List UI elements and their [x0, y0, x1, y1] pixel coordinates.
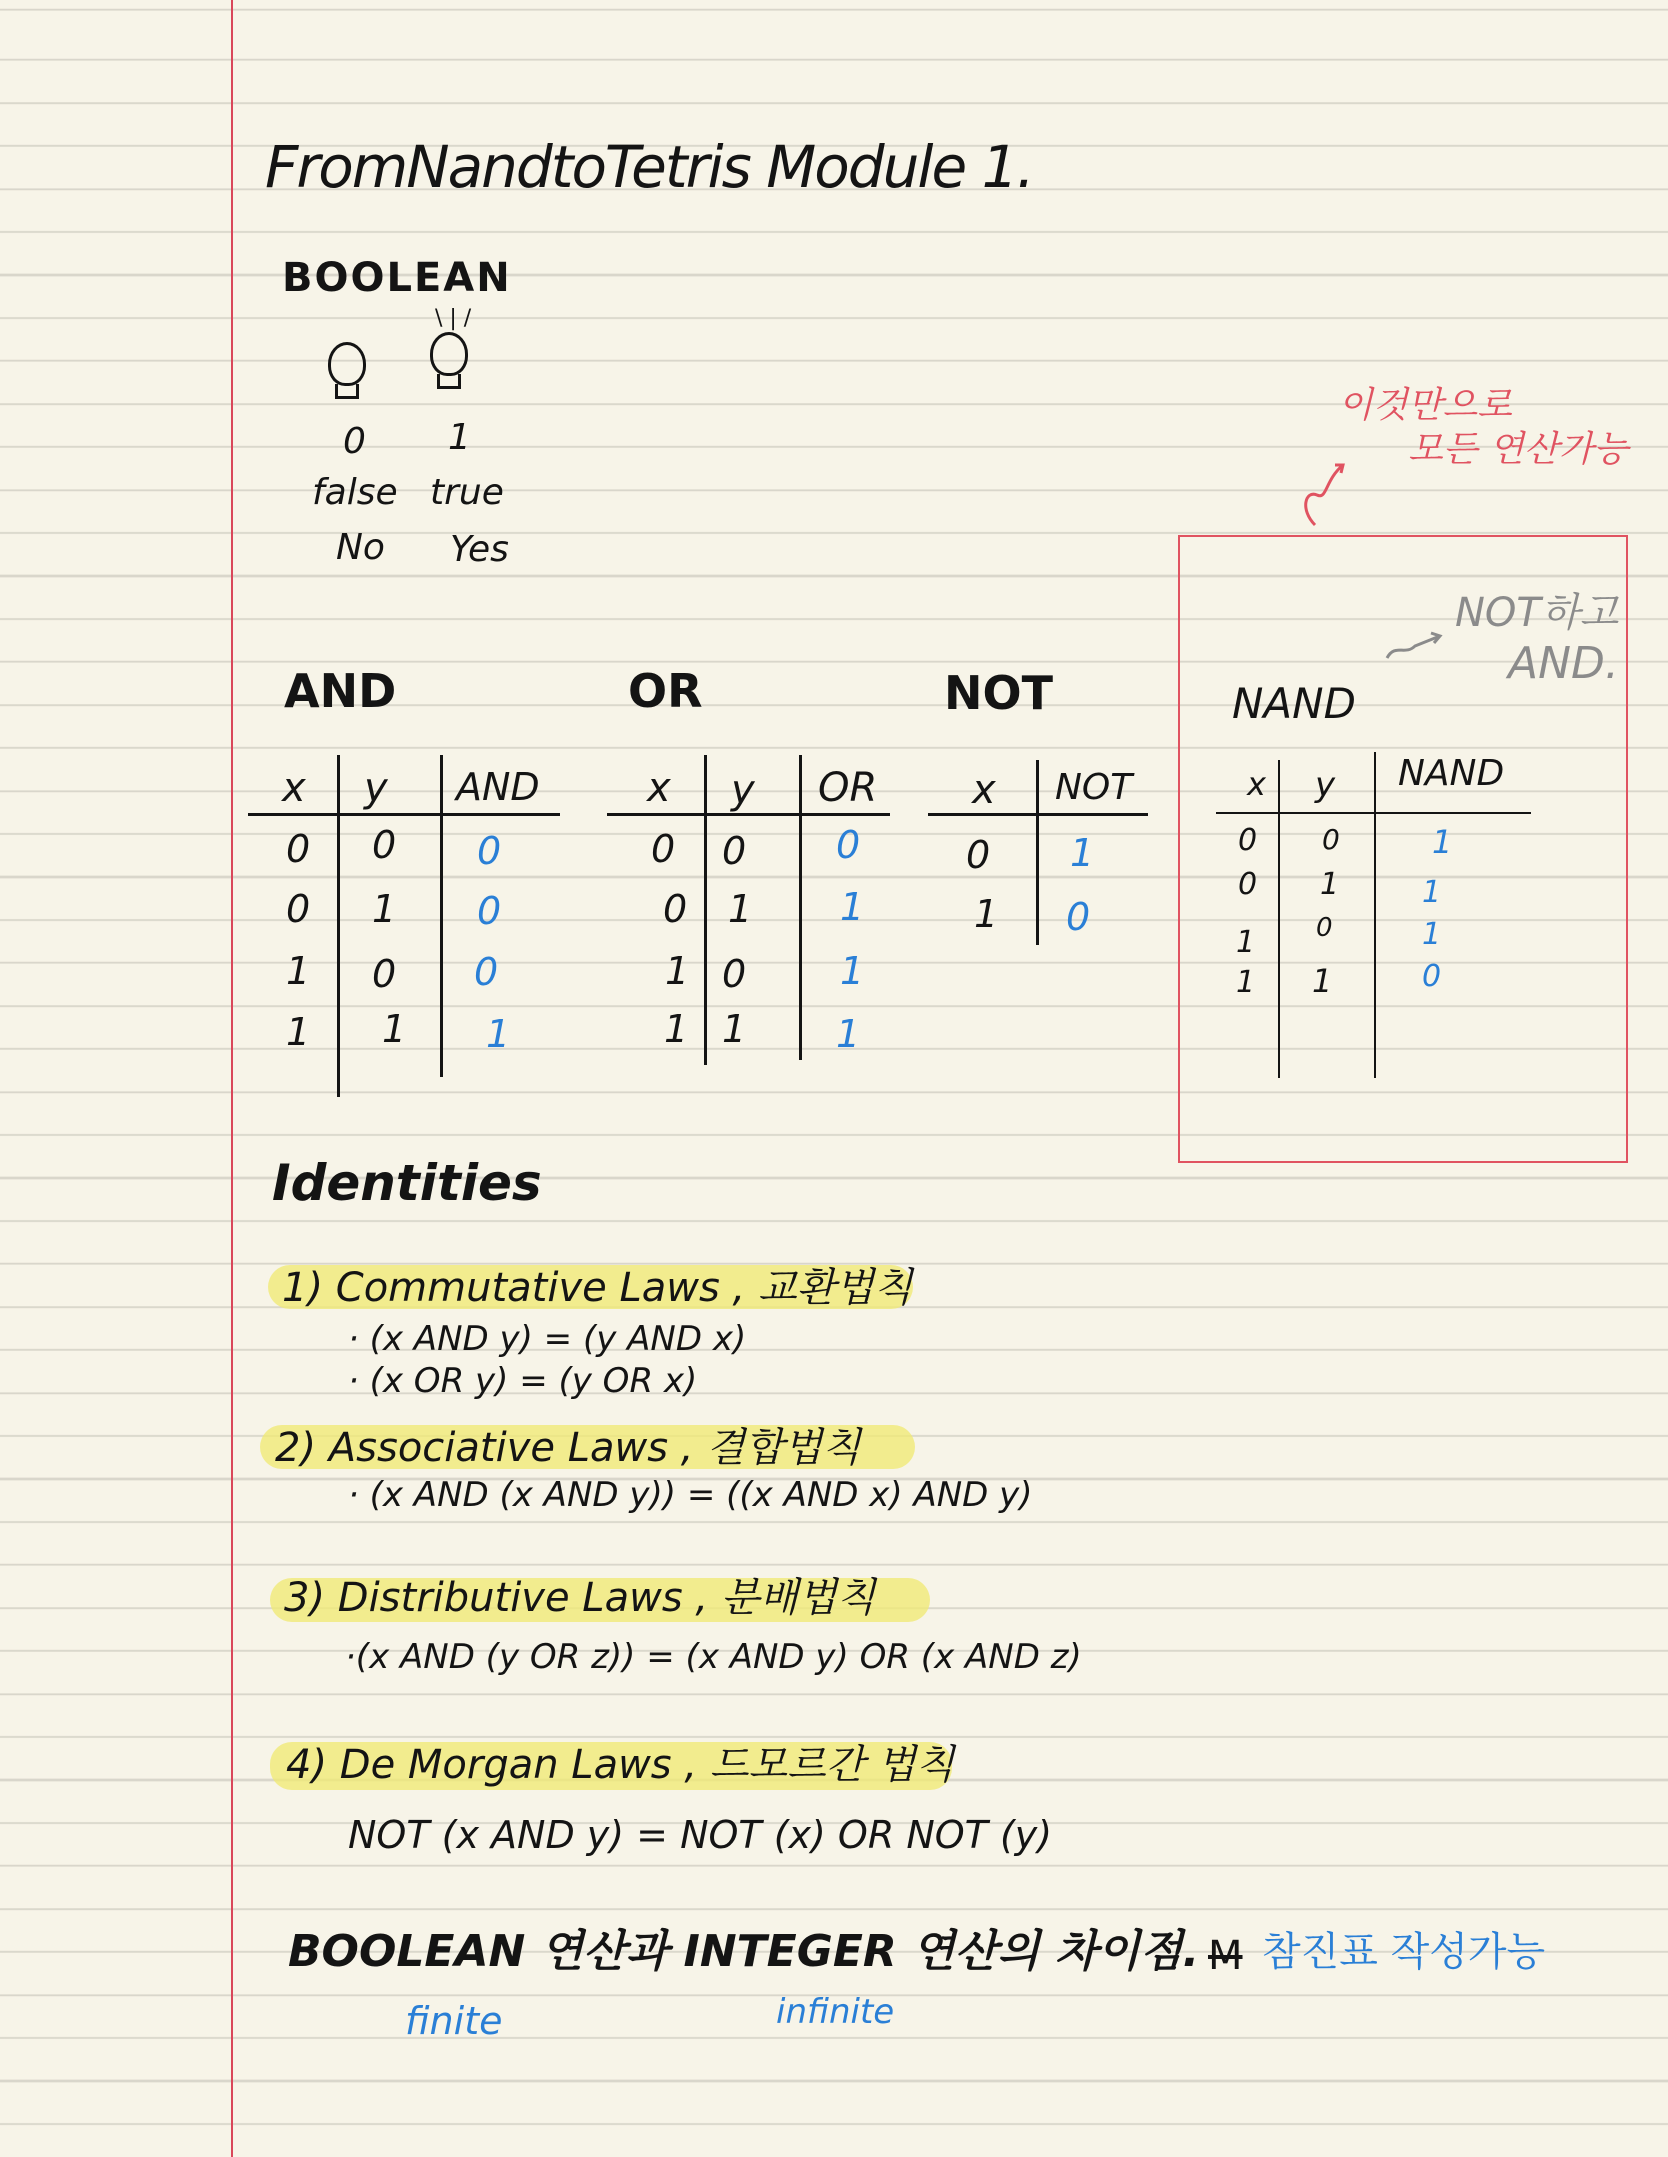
nand-table-divider [1374, 752, 1376, 1078]
nand-cell: 1 [1320, 867, 1340, 902]
gray-note-line2: AND. [1508, 638, 1619, 689]
and-cell: 1 [372, 887, 397, 931]
or-table-divider [704, 755, 707, 1065]
not-result-cell: 0 [1066, 895, 1091, 939]
or-header-y: y [731, 767, 755, 813]
identities-heading: Identities [272, 1154, 542, 1212]
not-result-cell: 1 [1070, 831, 1095, 875]
or-result-cell: 1 [836, 1012, 861, 1056]
nand-cell: 0 [1238, 823, 1258, 858]
not-cell: 0 [966, 833, 991, 877]
and-result-cell: 0 [474, 950, 499, 994]
true-value: 1 [448, 417, 471, 458]
false-answer: No [336, 527, 385, 568]
and-table-divider [337, 755, 340, 1097]
not-table-divider [1036, 760, 1039, 945]
light-bulb-on-icon [430, 332, 468, 389]
law-4-equation: NOT (x AND y) = NOT (x) OR NOT (y) [348, 1813, 1053, 1857]
or-header-x: x [647, 765, 671, 811]
nand-cell: 0 [1238, 867, 1258, 902]
or-table-title: OR [628, 664, 703, 718]
nand-cell: 0 [1322, 823, 1340, 856]
law-3-equation: ·(x AND (y OR z)) = (x AND y) OR (x AND z) [345, 1637, 1082, 1677]
truth-table-note: 참진표 작성가능 [1262, 1929, 1546, 1975]
nand-header-result: NAND [1398, 753, 1505, 794]
not-cell: 1 [974, 892, 999, 936]
law-3-title: 3) Distributive Laws , 분배법칙 [284, 1575, 876, 1621]
nand-cell: 0 [1316, 913, 1333, 943]
law-4-title: 4) De Morgan Laws , 드모르간 법칙 [286, 1742, 955, 1788]
red-arrow-icon [1295, 455, 1355, 535]
nand-cell: 1 [1236, 965, 1256, 1000]
and-cell: 1 [286, 1010, 311, 1054]
true-word: true [430, 472, 504, 513]
law-2-equation: · (x AND (x AND y)) = ((x AND x) AND y) [348, 1475, 1033, 1515]
nand-header-x: x [1247, 765, 1266, 803]
or-table-header-rule [607, 813, 890, 816]
law-1-equation: · (x OR y) = (y OR x) [348, 1361, 698, 1401]
and-header-result: AND [456, 765, 540, 809]
and-cell: 0 [372, 952, 397, 996]
red-note-line2: 모든 연산가능 [1408, 429, 1629, 470]
boolean-heading: BOOLEAN [282, 255, 512, 301]
or-table-divider [799, 755, 802, 1060]
nand-result-cell: 1 [1432, 823, 1453, 861]
or-cell: 0 [722, 952, 747, 996]
not-table-title: NOT [944, 666, 1053, 720]
and-header-y: y [364, 765, 388, 811]
margin-line [231, 0, 233, 2157]
light-bulb-off-icon [328, 342, 366, 399]
or-cell: 1 [664, 1007, 689, 1051]
or-cell: 1 [722, 1007, 747, 1051]
and-result-cell: 1 [486, 1012, 511, 1056]
and-cell: 0 [372, 823, 397, 867]
red-note-line1: 이것만으로 [1338, 385, 1512, 426]
nand-header-y: y [1315, 765, 1336, 805]
nand-cell: 1 [1236, 925, 1256, 960]
or-cell: 1 [665, 949, 690, 993]
and-cell: 0 [286, 887, 311, 931]
not-header-x: x [972, 767, 996, 813]
and-cell: 1 [382, 1007, 407, 1051]
or-result-cell: 1 [840, 885, 865, 929]
light-rays-icon: \ | / [435, 306, 472, 331]
and-cell: 1 [286, 949, 311, 993]
nand-table-divider [1278, 760, 1280, 1078]
law-1-title: 1) Commutative Laws , 교환법칙 [282, 1265, 913, 1311]
finite-label: finite [405, 1999, 503, 2043]
true-answer: Yes [450, 529, 509, 570]
or-cell: 0 [722, 829, 747, 873]
law-2-title: 2) Associative Laws , 결합법칙 [275, 1425, 861, 1471]
struck-text: M [1208, 1933, 1243, 1979]
and-header-x: x [282, 765, 306, 811]
gray-note-line1: NOT하고 [1455, 590, 1619, 636]
page-title: FromNandtoTetris Module 1. [265, 133, 1033, 201]
or-cell: 0 [651, 827, 676, 871]
nand-result-cell: 1 [1422, 875, 1442, 910]
and-cell: 0 [286, 827, 311, 871]
nand-result-cell: 1 [1422, 917, 1442, 952]
false-value: 0 [343, 421, 366, 462]
false-word: false [312, 472, 398, 513]
and-table-title: AND [284, 664, 397, 718]
law-1-equation: · (x AND y) = (y AND x) [348, 1319, 747, 1359]
boolean-vs-integer: BOOLEAN 연산과 INTEGER 연산의 차이점. [288, 1926, 1200, 1977]
infinite-label: infinite [776, 1992, 895, 2032]
and-table-header-rule [248, 813, 560, 816]
nand-cell: 1 [1312, 962, 1333, 1000]
or-cell: 1 [728, 887, 753, 931]
and-result-cell: 0 [477, 889, 502, 933]
and-result-cell: 0 [477, 829, 502, 873]
or-result-cell: 0 [836, 823, 861, 867]
nand-result-cell: 0 [1422, 959, 1442, 994]
nand-table-title: NAND [1232, 679, 1356, 728]
or-header-result: OR [818, 765, 878, 811]
not-header-result: NOT [1055, 767, 1133, 808]
and-table-divider [440, 755, 443, 1077]
or-result-cell: 1 [840, 949, 865, 993]
or-cell: 0 [663, 887, 688, 931]
